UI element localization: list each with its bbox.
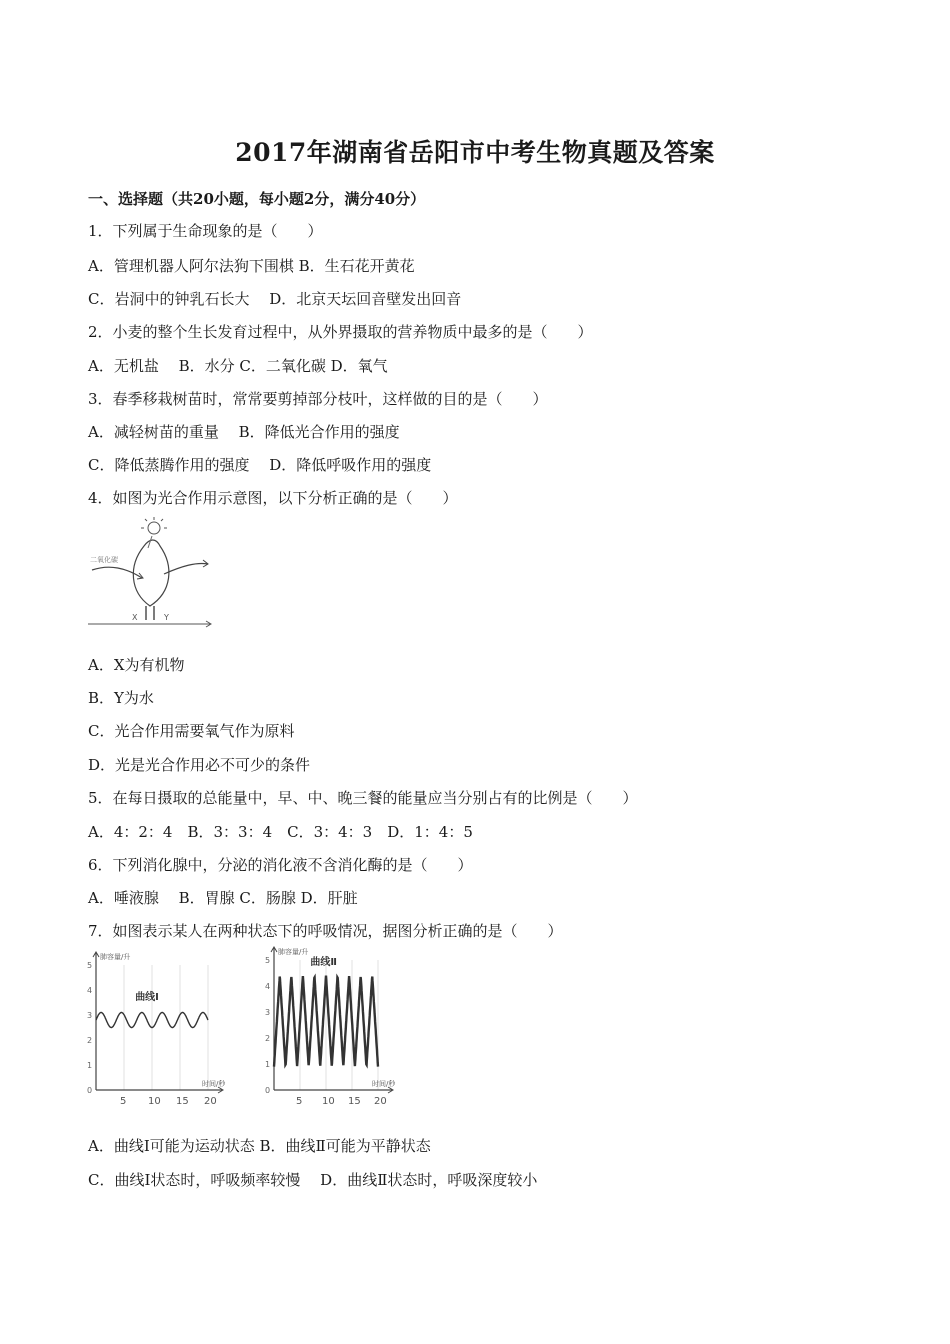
q7-options-cd: C．曲线Ⅰ状态时，呼吸频率较慢 D．曲线Ⅱ状态时，呼吸深度较小 xyxy=(88,1171,538,1189)
y-tick-label: 4 xyxy=(87,986,93,995)
q4-option-a: A．X为有机物 xyxy=(88,656,185,674)
q1-options-ab: A．管理机器人阿尔法狗下围棋 B．生石花开黄花 xyxy=(88,257,415,275)
y-axis-label: 肺容量/升 xyxy=(278,948,309,956)
x-tick-label: 20 xyxy=(374,1096,387,1107)
y-tick-label: 4 xyxy=(265,982,271,991)
photosynthesis-diagram xyxy=(86,516,216,628)
x-axis-label: 时间/秒 xyxy=(202,1080,226,1088)
co2-arrow xyxy=(92,567,142,578)
leaf-shape xyxy=(133,540,169,606)
y-axis-label: 肺容量/升 xyxy=(100,953,131,961)
label-y: Y xyxy=(164,613,169,622)
q2-stem: 2．小麦的整个生长发育过程中，从外界摄取的营养物质中最多的是（ ） xyxy=(88,323,593,341)
x-tick-label: 10 xyxy=(148,1096,161,1107)
q2-options: A．无机盐 B．水分 C．二氧化碳 D．氧气 xyxy=(88,357,388,375)
q4-option-d: D．光是光合作用必不可少的条件 xyxy=(88,756,311,774)
o2-arrow xyxy=(164,563,208,574)
q1-stem: 1．下列属于生命现象的是（ ） xyxy=(88,222,323,240)
page-title: 2017年湖南省岳阳市中考生物真题及答案 xyxy=(235,138,715,167)
x-tick-label: 5 xyxy=(296,1096,303,1107)
y-tick-label: 0 xyxy=(87,1086,93,1095)
y-tick-label: 2 xyxy=(87,1036,93,1045)
section-heading: 一、选择题（共20小题，每小题2分，满分40分） xyxy=(88,190,426,208)
q4-stem: 4．如图为光合作用示意图，以下分析正确的是（ ） xyxy=(88,489,458,507)
breathing-chart-1 xyxy=(86,950,246,1110)
y-tick-label: 2 xyxy=(265,1034,271,1043)
q5-stem: 5．在每日摄取的总能量中，早、中、晚三餐的能量应当分别占有的比例是（ ） xyxy=(88,789,638,807)
q3-stem: 3．春季移栽树苗时，常常要剪掉部分枝叶，这样做的目的是（ ） xyxy=(88,390,548,408)
q7-stem: 7．如图表示某人在两种状态下的呼吸情况，据图分析正确的是（ ） xyxy=(88,922,563,940)
x-tick-label: 5 xyxy=(120,1096,127,1107)
y-tick-label: 1 xyxy=(265,1060,271,1069)
x-tick-label: 10 xyxy=(322,1096,335,1107)
q7-options-ab: A．曲线Ⅰ可能为运动状态 B．曲线Ⅱ可能为平静状态 xyxy=(88,1137,431,1155)
y-tick-label: 5 xyxy=(87,961,93,970)
x-tick-label: 15 xyxy=(348,1096,361,1107)
q4-option-c: C．光合作用需要氧气作为原料 xyxy=(88,722,295,740)
curve-title: 曲线Ⅰ xyxy=(135,992,159,1003)
q4-option-b: B．Y为水 xyxy=(88,689,154,707)
q6-stem: 6．下列消化腺中，分泌的消化液不含消化酶的是（ ） xyxy=(88,856,473,874)
x-tick-label: 20 xyxy=(204,1096,217,1107)
y-tick-label: 5 xyxy=(265,956,271,965)
x-tick-label: 15 xyxy=(176,1096,189,1107)
q3-options-ab: A．减轻树苗的重量 B．降低光合作用的强度 xyxy=(88,423,400,441)
q5-options: A．4：2：4 B．3：3：4 C．3：4：3 D．1：4：5 xyxy=(88,823,473,841)
breathing-chart-2 xyxy=(262,946,422,1110)
x-axis-label: 时间/秒 xyxy=(372,1080,396,1088)
q3-options-cd: C．降低蒸腾作用的强度 D．降低呼吸作用的强度 xyxy=(88,456,432,474)
y-tick-label: 3 xyxy=(265,1008,271,1017)
q1-options-cd: C．岩洞中的钟乳石长大 D．北京天坛回音壁发出回音 xyxy=(88,290,462,308)
curve-title: 曲线Ⅱ xyxy=(310,957,337,969)
y-tick-label: 1 xyxy=(87,1061,93,1070)
label-x: X xyxy=(132,613,138,622)
sun-icon xyxy=(141,517,167,534)
y-tick-label: 0 xyxy=(265,1086,271,1095)
co2-label: 二氧化碳 xyxy=(90,556,118,564)
q6-options: A．唾液腺 B．胃腺 C．肠腺 D．肝脏 xyxy=(88,889,358,907)
y-tick-label: 3 xyxy=(87,1011,93,1020)
